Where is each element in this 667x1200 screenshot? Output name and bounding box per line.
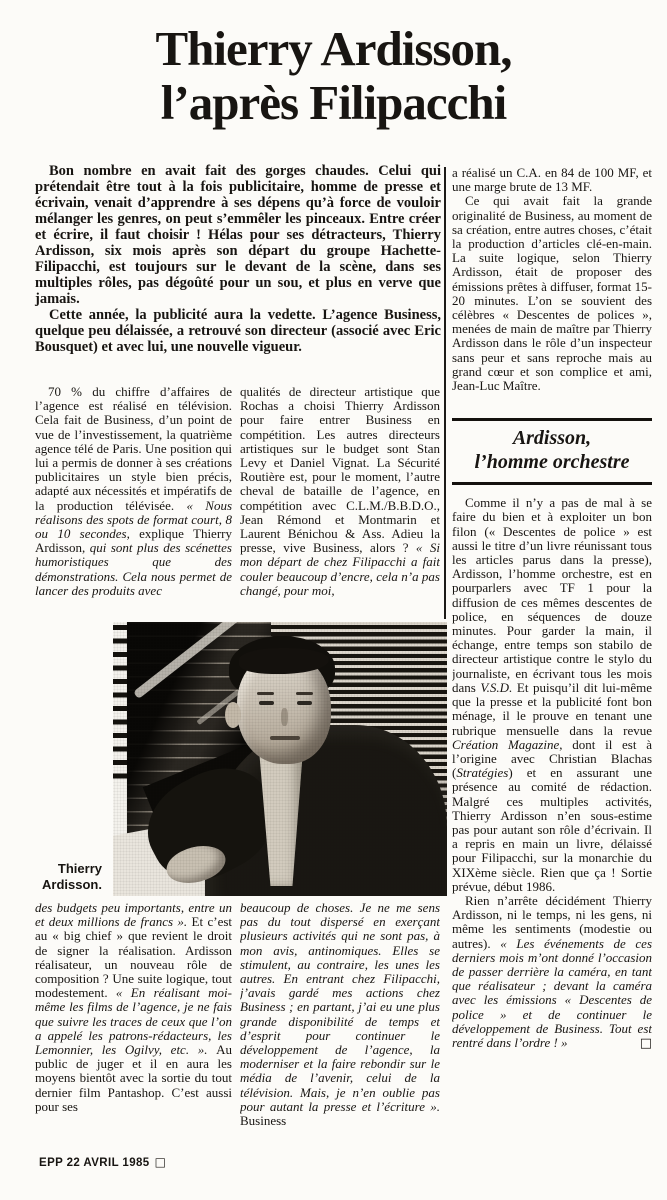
headline-line-2: l’après Filipacchi	[160, 75, 507, 130]
body-paragraph: 70 % du chiffre d’affaires de l’agence est réalisé en télévision. Cela fait de Business, d’un point de vue de l’investissement, la quatrième agence télé de Paris. Une position qui lui a permis de donner à ses créations publicitaires un style bien précis, adapté aux nécessités et impératifs de la production télévisée. « Nous réalisons des spots de format court, 8 ou 10 secondes, explique Thierry Ardisson, qui sont plus des scénettes humoristiques que des démonstrations. Cela nous permet de lancer des produits avec	[35, 385, 232, 598]
photo-caption-line-2: Ardisson.	[42, 877, 102, 892]
standfirst-paragraph-2: Cette année, la publicité aura la vedette. L’agence Business, quelque peu délaissée, a retrouvé son directeur (associé avec Eric Bousquet) et avec lui, une nouvelle vigueur.	[35, 307, 441, 355]
body-column-middle-bottom	[240, 901, 440, 1149]
end-of-article-mark: □	[624, 1037, 652, 1050]
section-heading-line-1: Ardisson,	[512, 427, 592, 450]
body-column-left-bottom	[35, 901, 232, 1149]
article-headline	[0, 22, 667, 130]
body-paragraph: Comme il n’y a pas de mal à se faire du bien et à exploiter un bon filon (« Descentes de police » est aussi le titre d’un livre réunissant tous les articles parus dans la presse), Ardisson, l’homme orchestre, est en pourparlers avec TF 1 pour la diffusion de ces mêmes descentes de police, en séquences de douze minutes. Pour garder la main, il échange, entre temps son stabilo de directeur artistique contre le stylo du journaliste, en écrivant tous les mois dans V.S.D. Et puisqu’il dit lui-même que la presse et la publicité font bon ménage, il le prouve en tenant une rubrique mensuelle dans la revue Création Magazine, dont il est à l’origine avec Christian Blachas (Stratégies) et en assurant une présence au comité de rédaction. Malgré ces multiples activités, Thierry Ardisson n’en sous-estime pas pour autant son rôle d’écrivain. Il a repris en main un livre, délaissé pour Filipacchi, sur la monarchie du XIXème siècle. Rien que ça ! Sortie prévue, début 1986.	[452, 495, 652, 894]
footer-credit	[39, 1155, 166, 1169]
body-paragraph: □ Rien n’arrête décidément Thierry Ardisson, ni le temps, ni les gens, ni même les sentiments (modestie ou autres). « Les événements de ces derniers mois m’ont donné l’occasion de passer derrière la caméra, en tant que réalisateur ; devant la caméra avec les émissions « Descentes de police » et de continuer le développement de Business. Tout est rentré dans l’ordre ! »	[452, 892, 652, 1052]
section-heading-line-2: l’homme orchestre	[474, 451, 630, 474]
body-column-middle-top	[240, 385, 440, 625]
body-paragraph: beaucoup de choses. Je ne me sens pas du tout dispersé en exerçant plusieurs activités qui ne sont pas, à mon avis, antinomiques. Elles se stimulent, au contraire, les unes les autres. En entrant chez Filipacchi, j’avais gardé mes actions chez Business ; en partant, j’ai eu une plus grande disponibilité de temps et d’esprit pour continuer le développement de l’agence, la moderniser et la faire rebondir sur le média de l’avenir, celui de la télévision. Mais, je n’en oublie pas pour autant la presse et l’écriture ». Business	[240, 901, 440, 1129]
body-paragraph: des budgets peu importants, entre un et deux millions de francs ». Et c’est au « big chief » que revient le droit de signer la réalisation. Ardisson réalisateur, un nouveau rôle de composition ? Une suite logique, tout modestement. « En réalisant moi-même les films de l’agence, je ne fais que suivre les traces de ceux que l’on a appelé les patrons-rédacteurs, les Lemonnier, les Ogilvy, etc. ». Au public de juger et il en aura les moyens bientôt avec la sortie du tout dernier film Pantashop. C’est aussi pour ses	[35, 901, 232, 1114]
body-column-left-top	[35, 385, 232, 625]
body-paragraph: qualités de directeur artistique que Rochas a choisi Thierry Ardisson pour faire entrer Business en compétition. Les autres directeurs artistiques sur le budget sont Stan Levy et Daniel Vignat. La Sécurité Routière est, pour le moment, l’autre cheval de bataille de l’agence, en compétition avec C.L.M./B.B.D.O., Jean Rémond et Montmarin et Laurent Bénichou & Ass. Adieu la presse, vive Business, alors ? « Si mon départ de chez Filipacchi a fait couler beaucoup d’encre, cela n’a pas changé, pour moi,	[240, 385, 440, 598]
footer-credit-text: EPP 22 AVRIL 1985	[39, 1157, 150, 1169]
body-column-right	[452, 166, 652, 1170]
photo-caption-line-1: Thierry	[57, 861, 102, 876]
footer-end-square: □	[154, 1155, 167, 1169]
column-divider-rule	[444, 167, 446, 619]
halftone-grain-overlay	[113, 622, 447, 896]
headline-line-1: Thierry Ardisson,	[155, 21, 512, 76]
standfirst-paragraph-1: Bon nombre en avait fait des gorges chaudes. Celui qui prétendait être tout à la fois publicitaire, homme de presse et écrivain, venait d’apprendre à ses dépens qu’à force de vouloir mélanger les genres, on peut s’emmêler les pinceaux. Entre créer et écrire, il faut choisir ! Hélas pour ses détracteurs, Thierry Ardisson, six mois après son départ du groupe Hachette-Filipacchi, est toujours sur le devant de la scène, dans ses multiples rôles, pas dégoûté pour un sou, et plus en verve que jamais.	[35, 163, 441, 307]
body-paragraph: Ce qui avait fait la grande originalité de Business, au moment de sa création, entre autres choses, c’était la production d’articles clé-en-main. La suite logique, selon Thierry Ardisson, était de proposer des émissions prêtes à diffuser, format 15-20 minutes. L’on se souvient des célèbres « Descentes de polices », menées de main de maître par Thierry Ardisson dans le rôle d’un inspecteur sans peur et sans reproche mais au grand cœur et son complice et ami, Jean-Luc Maître.	[452, 193, 652, 394]
body-paragraph: a réalisé un C.A. en 84 de 100 MF, et une marge brute de 13 MF.	[452, 166, 652, 195]
photo-thierry-ardisson	[113, 622, 447, 896]
section-heading	[452, 418, 652, 485]
standfirst	[35, 163, 441, 355]
photo-caption	[34, 861, 102, 893]
